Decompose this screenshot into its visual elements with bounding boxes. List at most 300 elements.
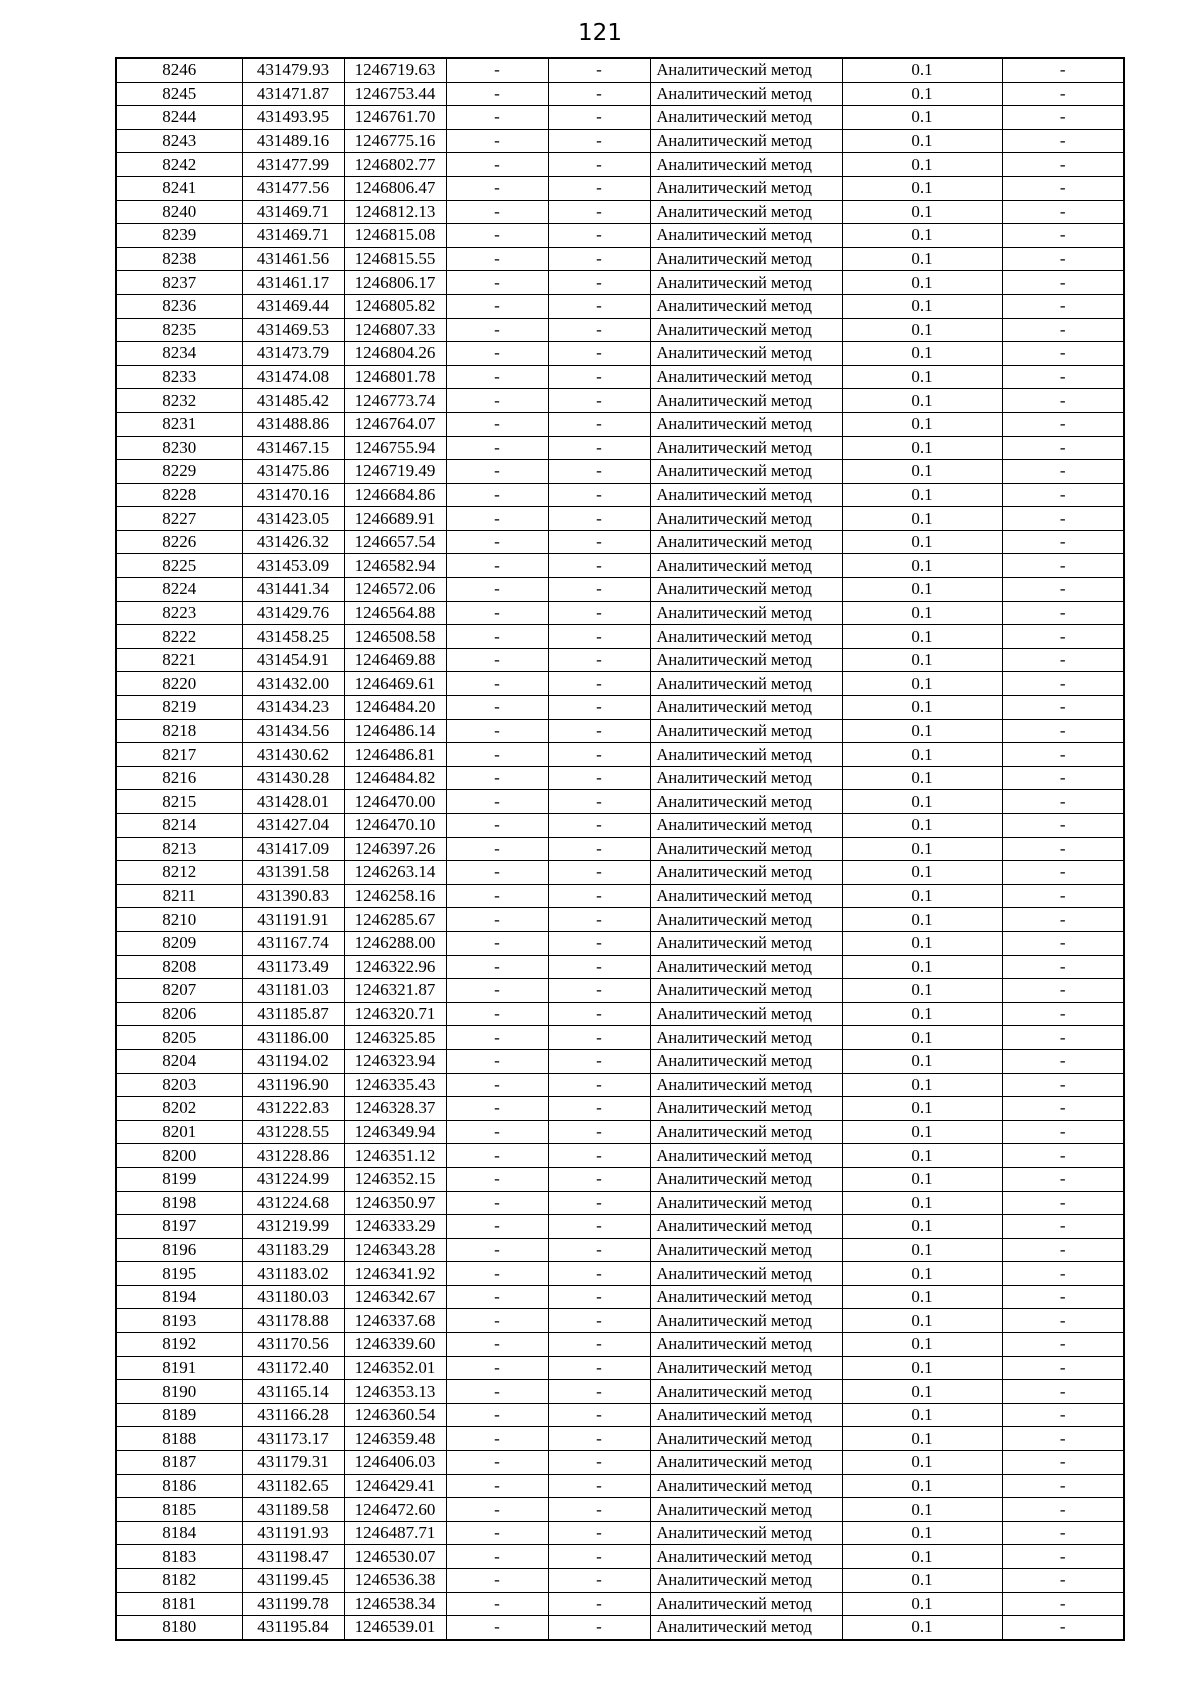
cell-col-4: - [446, 908, 548, 932]
cell-point-number: 8222 [116, 625, 242, 649]
cell-accuracy: 0.1 [842, 460, 1002, 484]
cell-col-4: - [446, 625, 548, 649]
cell-coord-x: 431454.91 [242, 648, 344, 672]
cell-accuracy: 0.1 [842, 790, 1002, 814]
cell-accuracy: 0.1 [842, 766, 1002, 790]
cell-coord-x: 431390.83 [242, 884, 344, 908]
cell-method: Аналитический метод [650, 1451, 842, 1475]
cell-accuracy: 0.1 [842, 1521, 1002, 1545]
cell-point-number: 8219 [116, 696, 242, 720]
cell-col-8: - [1002, 1309, 1124, 1333]
cell-col-4: - [446, 1073, 548, 1097]
cell-col-5: - [548, 601, 650, 625]
cell-coord-x: 431219.99 [242, 1215, 344, 1239]
cell-coord-y: 1246320.71 [344, 1002, 446, 1026]
cell-coord-y: 1246397.26 [344, 837, 446, 861]
cell-point-number: 8199 [116, 1167, 242, 1191]
cell-accuracy: 0.1 [842, 625, 1002, 649]
cell-col-5: - [548, 1262, 650, 1286]
cell-col-8: - [1002, 1616, 1124, 1640]
table-row [116, 247, 1124, 271]
cell-method: Аналитический метод [650, 743, 842, 767]
cell-col-5: - [548, 1309, 650, 1333]
cell-accuracy: 0.1 [842, 578, 1002, 602]
cell-point-number: 8210 [116, 908, 242, 932]
cell-col-5: - [548, 1356, 650, 1380]
cell-col-5: - [548, 1285, 650, 1309]
table-row [116, 58, 1124, 82]
cell-point-number: 8182 [116, 1569, 242, 1593]
cell-col-8: - [1002, 625, 1124, 649]
table-row [116, 1616, 1124, 1640]
cell-col-8: - [1002, 1097, 1124, 1121]
cell-method: Аналитический метод [650, 1215, 842, 1239]
cell-col-8: - [1002, 696, 1124, 720]
cell-col-5: - [548, 1592, 650, 1616]
cell-col-4: - [446, 412, 548, 436]
cell-coord-x: 431173.49 [242, 955, 344, 979]
table-row [116, 1285, 1124, 1309]
cell-coord-y: 1246486.14 [344, 719, 446, 743]
table-row [116, 766, 1124, 790]
cell-accuracy: 0.1 [842, 955, 1002, 979]
cell-coord-x: 431453.09 [242, 554, 344, 578]
cell-col-4: - [446, 1215, 548, 1239]
table-row [116, 625, 1124, 649]
cell-coord-y: 1246539.01 [344, 1616, 446, 1640]
cell-coord-x: 431475.86 [242, 460, 344, 484]
cell-point-number: 8200 [116, 1144, 242, 1168]
cell-col-8: - [1002, 1474, 1124, 1498]
cell-coord-x: 431183.02 [242, 1262, 344, 1286]
cell-point-number: 8184 [116, 1521, 242, 1545]
cell-col-4: - [446, 1356, 548, 1380]
table-row [116, 436, 1124, 460]
cell-accuracy: 0.1 [842, 672, 1002, 696]
cell-method: Аналитический метод [650, 884, 842, 908]
cell-coord-x: 431485.42 [242, 389, 344, 413]
cell-col-5: - [548, 955, 650, 979]
cell-method: Аналитический метод [650, 1167, 842, 1191]
cell-accuracy: 0.1 [842, 1451, 1002, 1475]
cell-coord-y: 1246764.07 [344, 412, 446, 436]
cell-coord-y: 1246406.03 [344, 1451, 446, 1475]
table-row [116, 1309, 1124, 1333]
cell-coord-y: 1246536.38 [344, 1569, 446, 1593]
cell-coord-x: 431228.86 [242, 1144, 344, 1168]
cell-col-4: - [446, 1451, 548, 1475]
cell-col-5: - [548, 908, 650, 932]
cell-method: Аналитический метод [650, 1545, 842, 1569]
cell-point-number: 8229 [116, 460, 242, 484]
cell-accuracy: 0.1 [842, 412, 1002, 436]
table-row [116, 412, 1124, 436]
cell-coord-x: 431469.71 [242, 200, 344, 224]
cell-coord-y: 1246352.01 [344, 1356, 446, 1380]
cell-coord-x: 431224.99 [242, 1167, 344, 1191]
cell-method: Аналитический метод [650, 625, 842, 649]
cell-method: Аналитический метод [650, 1285, 842, 1309]
cell-accuracy: 0.1 [842, 719, 1002, 743]
cell-col-5: - [548, 1474, 650, 1498]
cell-col-8: - [1002, 1073, 1124, 1097]
cell-col-5: - [548, 483, 650, 507]
page-number: 121 [578, 20, 622, 46]
cell-coord-x: 431180.03 [242, 1285, 344, 1309]
coordinates-table [115, 57, 1125, 1641]
cell-col-8: - [1002, 554, 1124, 578]
cell-col-5: - [548, 648, 650, 672]
cell-coord-x: 431428.01 [242, 790, 344, 814]
cell-coord-x: 431179.31 [242, 1451, 344, 1475]
cell-method: Аналитический метод [650, 1144, 842, 1168]
cell-coord-x: 431469.44 [242, 294, 344, 318]
cell-coord-y: 1246469.61 [344, 672, 446, 696]
cell-col-8: - [1002, 483, 1124, 507]
cell-col-4: - [446, 814, 548, 838]
cell-col-5: - [548, 530, 650, 554]
cell-method: Аналитический метод [650, 837, 842, 861]
cell-coord-x: 431224.68 [242, 1191, 344, 1215]
cell-method: Аналитический метод [650, 1026, 842, 1050]
cell-accuracy: 0.1 [842, 743, 1002, 767]
cell-point-number: 8189 [116, 1403, 242, 1427]
cell-accuracy: 0.1 [842, 342, 1002, 366]
table-row [116, 884, 1124, 908]
cell-accuracy: 0.1 [842, 814, 1002, 838]
cell-method: Аналитический метод [650, 955, 842, 979]
cell-accuracy: 0.1 [842, 931, 1002, 955]
cell-coord-y: 1246755.94 [344, 436, 446, 460]
table-row [116, 861, 1124, 885]
cell-accuracy: 0.1 [842, 530, 1002, 554]
cell-coord-y: 1246508.58 [344, 625, 446, 649]
cell-point-number: 8211 [116, 884, 242, 908]
cell-method: Аналитический метод [650, 58, 842, 82]
cell-col-4: - [446, 884, 548, 908]
table-row [116, 1002, 1124, 1026]
cell-col-5: - [548, 814, 650, 838]
cell-point-number: 8216 [116, 766, 242, 790]
cell-col-8: - [1002, 578, 1124, 602]
table-row [116, 1498, 1124, 1522]
cell-col-4: - [446, 1049, 548, 1073]
cell-point-number: 8180 [116, 1616, 242, 1640]
cell-method: Аналитический метод [650, 460, 842, 484]
cell-col-8: - [1002, 601, 1124, 625]
cell-col-5: - [548, 1427, 650, 1451]
cell-col-8: - [1002, 247, 1124, 271]
cell-col-4: - [446, 1285, 548, 1309]
cell-accuracy: 0.1 [842, 884, 1002, 908]
cell-col-5: - [548, 931, 650, 955]
cell-col-5: - [548, 1073, 650, 1097]
cell-method: Аналитический метод [650, 1498, 842, 1522]
cell-coord-x: 431199.78 [242, 1592, 344, 1616]
cell-accuracy: 0.1 [842, 1191, 1002, 1215]
table-row [116, 1144, 1124, 1168]
table-row [116, 1427, 1124, 1451]
cell-coord-y: 1246470.00 [344, 790, 446, 814]
cell-col-8: - [1002, 530, 1124, 554]
table-row [116, 530, 1124, 554]
cell-col-5: - [548, 1238, 650, 1262]
table-row [116, 1592, 1124, 1616]
cell-method: Аналитический метод [650, 908, 842, 932]
cell-col-4: - [446, 648, 548, 672]
cell-method: Аналитический метод [650, 342, 842, 366]
table-row [116, 979, 1124, 1003]
table-row [116, 1215, 1124, 1239]
table-row [116, 1380, 1124, 1404]
cell-method: Аналитический метод [650, 790, 842, 814]
cell-method: Аналитический метод [650, 483, 842, 507]
cell-col-8: - [1002, 1002, 1124, 1026]
cell-coord-x: 431430.28 [242, 766, 344, 790]
cell-coord-x: 431469.53 [242, 318, 344, 342]
cell-col-4: - [446, 1262, 548, 1286]
cell-col-5: - [548, 743, 650, 767]
cell-col-8: - [1002, 1333, 1124, 1357]
table-row [116, 790, 1124, 814]
cell-method: Аналитический метод [650, 672, 842, 696]
cell-col-8: - [1002, 743, 1124, 767]
cell-method: Аналитический метод [650, 601, 842, 625]
cell-col-4: - [446, 460, 548, 484]
cell-point-number: 8186 [116, 1474, 242, 1498]
cell-coord-y: 1246339.60 [344, 1333, 446, 1357]
cell-col-5: - [548, 1616, 650, 1640]
cell-col-4: - [446, 1333, 548, 1357]
cell-col-8: - [1002, 365, 1124, 389]
cell-method: Аналитический метод [650, 1616, 842, 1640]
cell-method: Аналитический метод [650, 1356, 842, 1380]
cell-coord-y: 1246812.13 [344, 200, 446, 224]
cell-method: Аналитический метод [650, 106, 842, 130]
cell-point-number: 8198 [116, 1191, 242, 1215]
cell-coord-y: 1246761.70 [344, 106, 446, 130]
cell-accuracy: 0.1 [842, 1144, 1002, 1168]
cell-method: Аналитический метод [650, 1380, 842, 1404]
table-row [116, 1026, 1124, 1050]
cell-coord-x: 431195.84 [242, 1616, 344, 1640]
cell-accuracy: 0.1 [842, 1427, 1002, 1451]
cell-point-number: 8193 [116, 1309, 242, 1333]
cell-coord-x: 431198.47 [242, 1545, 344, 1569]
cell-accuracy: 0.1 [842, 507, 1002, 531]
cell-method: Аналитический метод [650, 412, 842, 436]
cell-col-5: - [548, 1191, 650, 1215]
cell-col-8: - [1002, 436, 1124, 460]
cell-point-number: 8206 [116, 1002, 242, 1026]
cell-col-4: - [446, 1309, 548, 1333]
cell-coord-y: 1246486.81 [344, 743, 446, 767]
cell-col-5: - [548, 58, 650, 82]
cell-col-5: - [548, 106, 650, 130]
cell-accuracy: 0.1 [842, 271, 1002, 295]
cell-col-5: - [548, 837, 650, 861]
cell-method: Аналитический метод [650, 1120, 842, 1144]
table-row [116, 1191, 1124, 1215]
cell-coord-y: 1246719.49 [344, 460, 446, 484]
cell-coord-x: 431488.86 [242, 412, 344, 436]
cell-col-4: - [446, 1569, 548, 1593]
cell-col-8: - [1002, 129, 1124, 153]
cell-method: Аналитический метод [650, 153, 842, 177]
table-row [116, 743, 1124, 767]
cell-accuracy: 0.1 [842, 1285, 1002, 1309]
cell-col-8: - [1002, 931, 1124, 955]
cell-accuracy: 0.1 [842, 1238, 1002, 1262]
cell-col-4: - [446, 1380, 548, 1404]
cell-method: Аналитический метод [650, 176, 842, 200]
cell-coord-x: 431173.17 [242, 1427, 344, 1451]
cell-method: Аналитический метод [650, 1073, 842, 1097]
cell-col-8: - [1002, 1026, 1124, 1050]
cell-col-5: - [548, 884, 650, 908]
cell-coord-y: 1246806.17 [344, 271, 446, 295]
cell-col-8: - [1002, 672, 1124, 696]
cell-col-5: - [548, 554, 650, 578]
cell-col-5: - [548, 1545, 650, 1569]
cell-method: Аналитический метод [650, 696, 842, 720]
cell-coord-x: 431172.40 [242, 1356, 344, 1380]
cell-method: Аналитический метод [650, 1002, 842, 1026]
cell-accuracy: 0.1 [842, 1049, 1002, 1073]
cell-col-8: - [1002, 1545, 1124, 1569]
cell-coord-x: 431473.79 [242, 342, 344, 366]
table-row [116, 294, 1124, 318]
cell-point-number: 8214 [116, 814, 242, 838]
cell-coord-y: 1246689.91 [344, 507, 446, 531]
cell-coord-x: 431196.90 [242, 1073, 344, 1097]
cell-coord-y: 1246285.67 [344, 908, 446, 932]
cell-accuracy: 0.1 [842, 1026, 1002, 1050]
cell-method: Аналитический метод [650, 1309, 842, 1333]
cell-accuracy: 0.1 [842, 861, 1002, 885]
cell-col-4: - [446, 247, 548, 271]
cell-method: Аналитический метод [650, 648, 842, 672]
cell-col-8: - [1002, 979, 1124, 1003]
cell-coord-y: 1246352.15 [344, 1167, 446, 1191]
table-row [116, 1097, 1124, 1121]
cell-coord-x: 431458.25 [242, 625, 344, 649]
cell-col-4: - [446, 1427, 548, 1451]
cell-col-5: - [548, 271, 650, 295]
cell-coord-y: 1246323.94 [344, 1049, 446, 1073]
cell-col-4: - [446, 82, 548, 106]
cell-point-number: 8235 [116, 318, 242, 342]
cell-col-5: - [548, 224, 650, 248]
cell-coord-x: 431429.76 [242, 601, 344, 625]
table-row [116, 200, 1124, 224]
cell-point-number: 8225 [116, 554, 242, 578]
cell-col-4: - [446, 1002, 548, 1026]
cell-accuracy: 0.1 [842, 1073, 1002, 1097]
cell-accuracy: 0.1 [842, 554, 1002, 578]
cell-coord-x: 431467.15 [242, 436, 344, 460]
table-row [116, 672, 1124, 696]
cell-col-4: - [446, 696, 548, 720]
cell-col-8: - [1002, 861, 1124, 885]
cell-coord-y: 1246657.54 [344, 530, 446, 554]
cell-accuracy: 0.1 [842, 979, 1002, 1003]
table-row [116, 1356, 1124, 1380]
cell-coord-x: 431191.91 [242, 908, 344, 932]
cell-point-number: 8209 [116, 931, 242, 955]
cell-col-8: - [1002, 1191, 1124, 1215]
cell-coord-x: 431228.55 [242, 1120, 344, 1144]
cell-col-4: - [446, 1238, 548, 1262]
cell-coord-y: 1246530.07 [344, 1545, 446, 1569]
cell-accuracy: 0.1 [842, 1097, 1002, 1121]
cell-accuracy: 0.1 [842, 294, 1002, 318]
cell-col-4: - [446, 318, 548, 342]
cell-coord-y: 1246359.48 [344, 1427, 446, 1451]
cell-col-4: - [446, 1474, 548, 1498]
cell-coord-x: 431170.56 [242, 1333, 344, 1357]
table-row [116, 719, 1124, 743]
cell-col-8: - [1002, 1592, 1124, 1616]
cell-point-number: 8191 [116, 1356, 242, 1380]
cell-col-5: - [548, 129, 650, 153]
cell-method: Аналитический метод [650, 1262, 842, 1286]
cell-accuracy: 0.1 [842, 1380, 1002, 1404]
cell-accuracy: 0.1 [842, 696, 1002, 720]
cell-col-8: - [1002, 1427, 1124, 1451]
cell-method: Аналитический метод [650, 82, 842, 106]
cell-coord-y: 1246582.94 [344, 554, 446, 578]
cell-col-8: - [1002, 106, 1124, 130]
cell-point-number: 8207 [116, 979, 242, 1003]
cell-col-8: - [1002, 790, 1124, 814]
table-row [116, 106, 1124, 130]
table-row [116, 1120, 1124, 1144]
cell-col-5: - [548, 247, 650, 271]
cell-method: Аналитический метод [650, 1427, 842, 1451]
cell-col-4: - [446, 1097, 548, 1121]
cell-col-8: - [1002, 82, 1124, 106]
cell-col-5: - [548, 1403, 650, 1427]
table-row [116, 696, 1124, 720]
cell-col-4: - [446, 224, 548, 248]
cell-col-5: - [548, 578, 650, 602]
cell-col-8: - [1002, 1049, 1124, 1073]
cell-col-5: - [548, 1521, 650, 1545]
cell-point-number: 8215 [116, 790, 242, 814]
cell-point-number: 8195 [116, 1262, 242, 1286]
cell-point-number: 8183 [116, 1545, 242, 1569]
cell-accuracy: 0.1 [842, 1309, 1002, 1333]
cell-col-4: - [446, 554, 548, 578]
cell-col-4: - [446, 1144, 548, 1168]
cell-coord-y: 1246470.10 [344, 814, 446, 838]
cell-method: Аналитический метод [650, 1569, 842, 1593]
cell-point-number: 8243 [116, 129, 242, 153]
cell-col-5: - [548, 790, 650, 814]
cell-method: Аналитический метод [650, 554, 842, 578]
cell-point-number: 8208 [116, 955, 242, 979]
cell-point-number: 8223 [116, 601, 242, 625]
cell-col-5: - [548, 1380, 650, 1404]
cell-accuracy: 0.1 [842, 1356, 1002, 1380]
table-row [116, 365, 1124, 389]
cell-col-4: - [446, 1120, 548, 1144]
cell-coord-x: 431432.00 [242, 672, 344, 696]
cell-method: Аналитический метод [650, 294, 842, 318]
cell-point-number: 8233 [116, 365, 242, 389]
cell-col-8: - [1002, 412, 1124, 436]
